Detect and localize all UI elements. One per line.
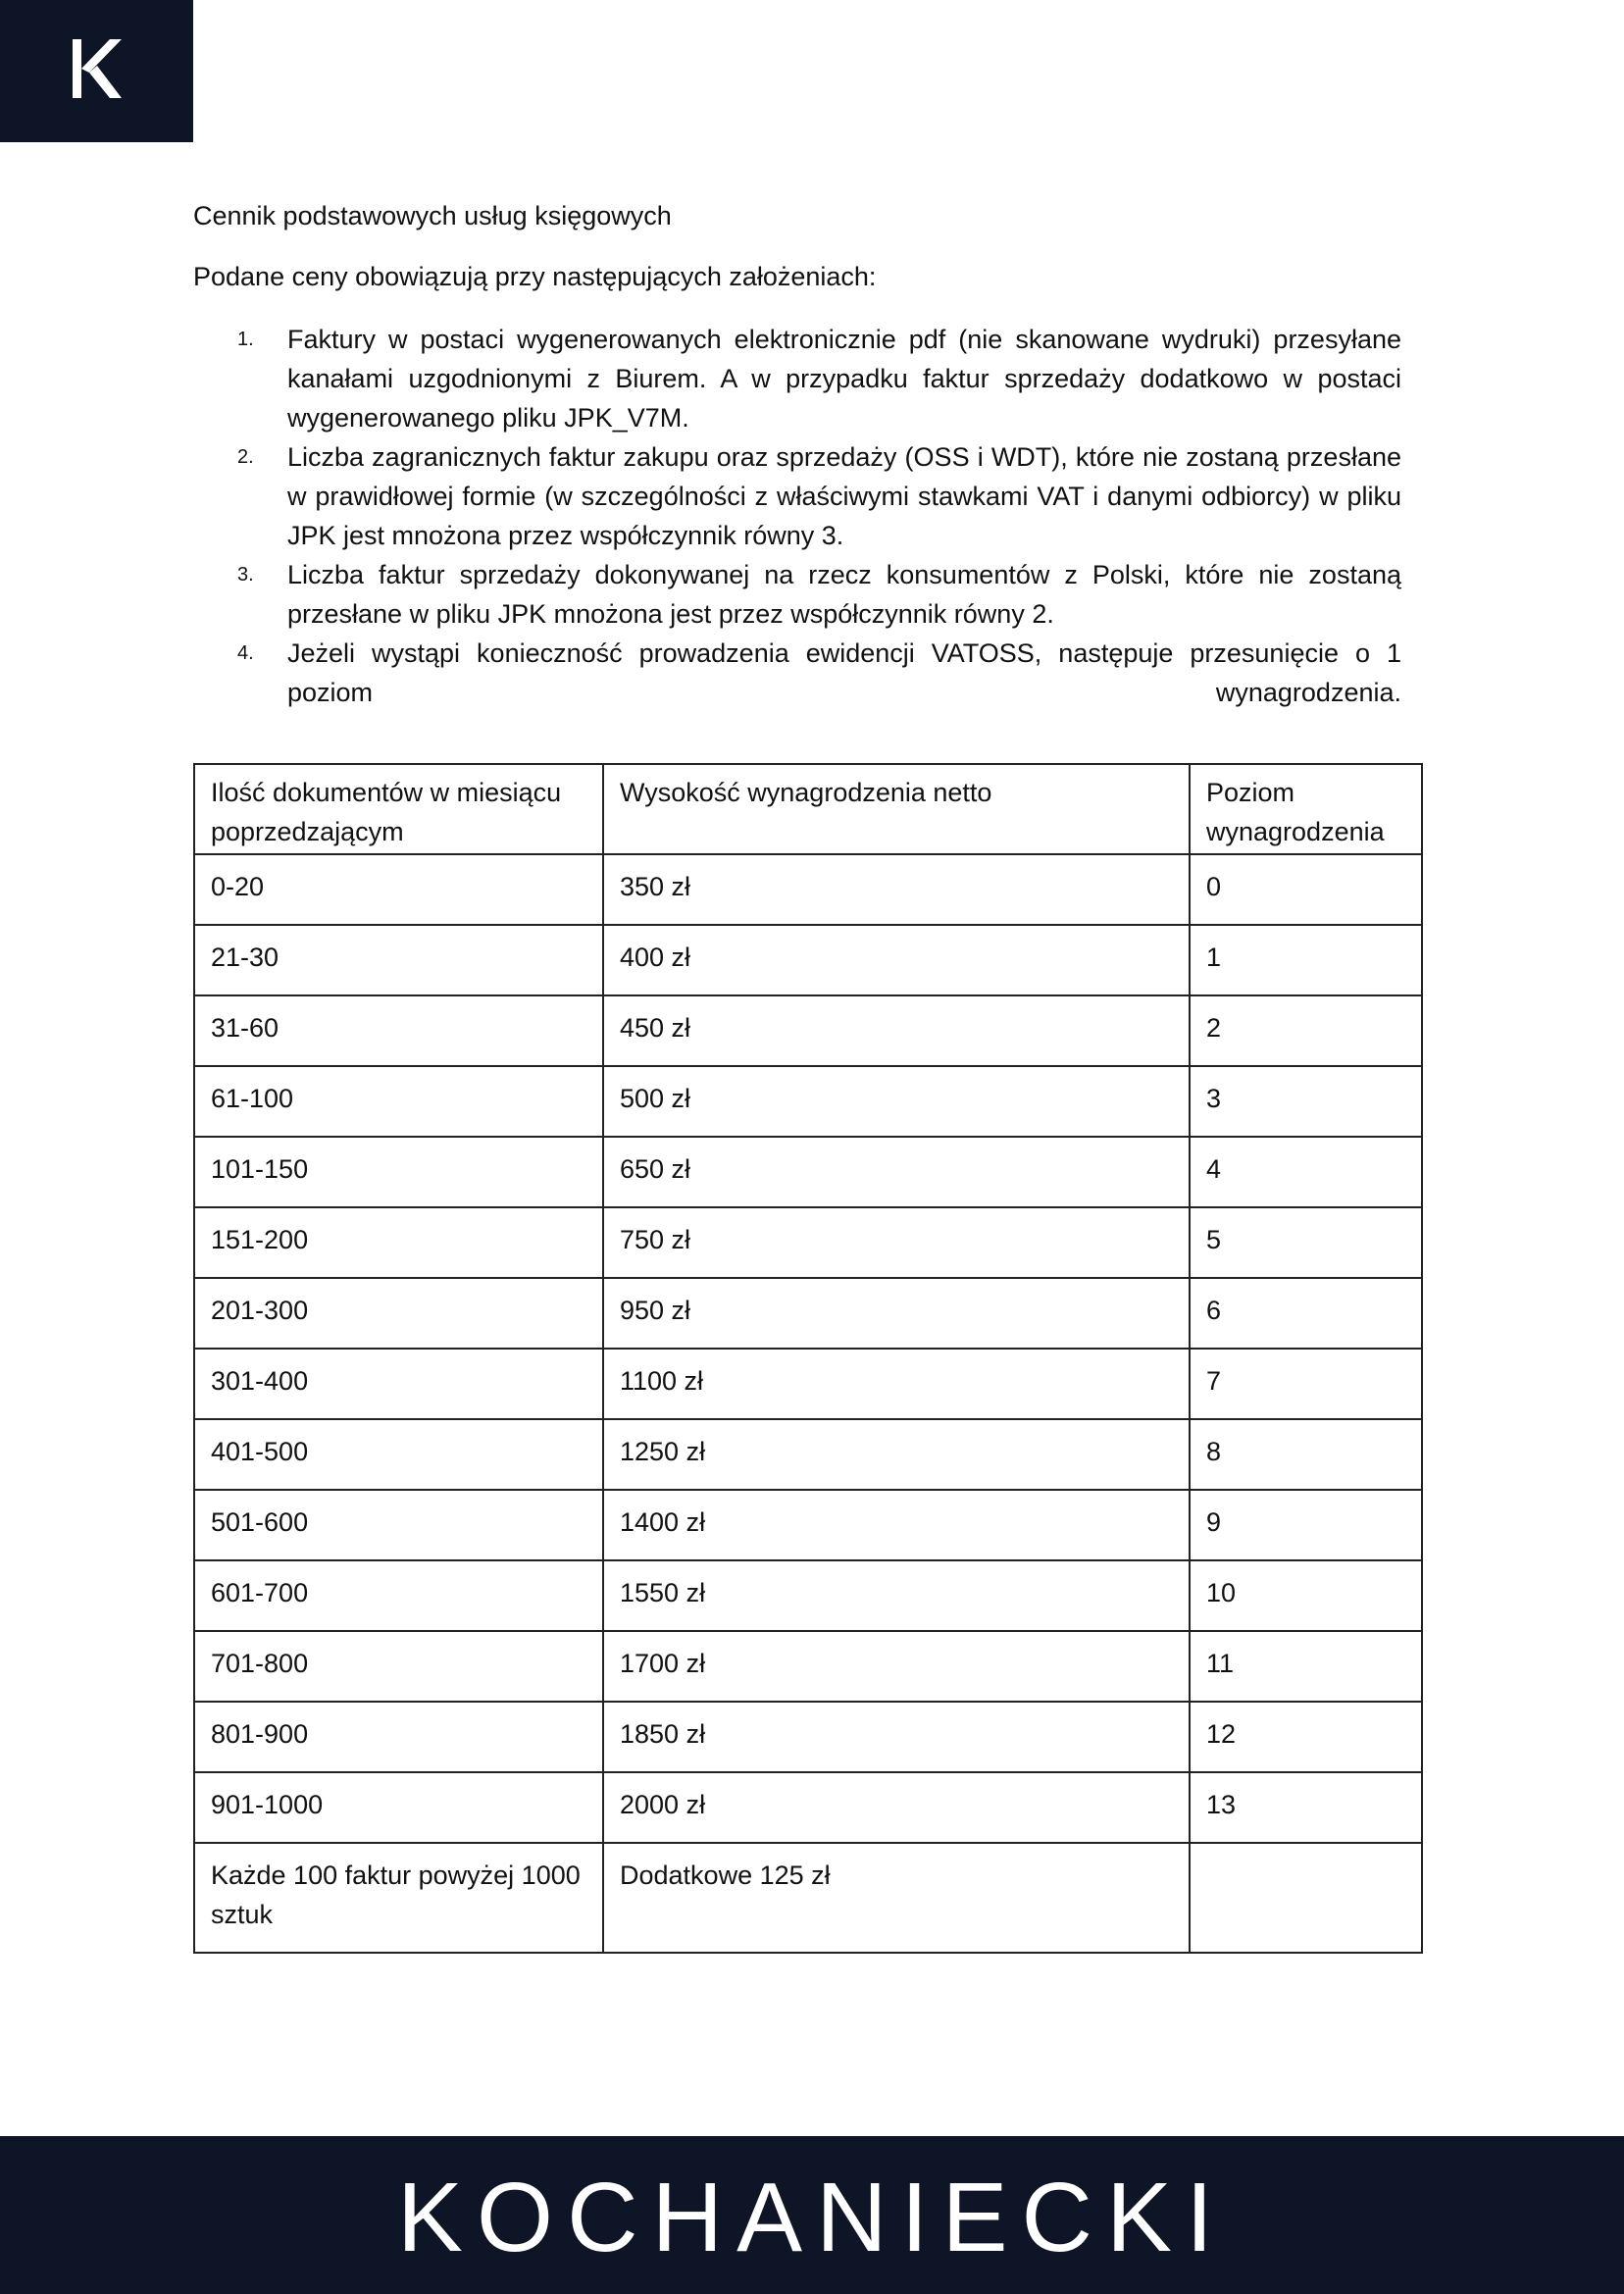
net-fee-cell: 1850 zł — [603, 1702, 1190, 1772]
net-fee-cell: 1250 zł — [603, 1419, 1190, 1490]
document-count-cell: 101-150 — [194, 1137, 603, 1207]
net-fee-cell: Dodatkowe 125 zł — [603, 1843, 1190, 1953]
price-table — [193, 763, 1423, 1954]
condition-item — [193, 437, 1401, 555]
net-fee-cell: 1400 zł — [603, 1490, 1190, 1560]
table-row — [194, 1137, 1422, 1207]
condition-number: 4. — [237, 642, 254, 664]
fee-level-cell: 12 — [1190, 1702, 1422, 1772]
condition-number: 1. — [237, 329, 254, 350]
net-fee-cell: 350 zł — [603, 854, 1190, 925]
table-row — [194, 1490, 1422, 1560]
document-title: Cennik podstawowych usług księgowych — [193, 201, 672, 230]
table-row — [194, 1349, 1422, 1419]
document-count-cell: 151-200 — [194, 1207, 603, 1278]
net-fee-cell: 650 zł — [603, 1137, 1190, 1207]
table-row — [194, 925, 1422, 995]
table-row — [194, 1207, 1422, 1278]
net-fee-cell: 1550 zł — [603, 1560, 1190, 1631]
fee-level-cell — [1190, 1843, 1422, 1953]
document-count-cell: 31-60 — [194, 995, 603, 1066]
document-count-cell: 801-900 — [194, 1702, 603, 1772]
document-count-cell: 601-700 — [194, 1560, 603, 1631]
net-fee-cell: 750 zł — [603, 1207, 1190, 1278]
header-logo — [0, 0, 193, 142]
condition-item — [193, 634, 1401, 712]
net-fee-cell: 1100 zł — [603, 1349, 1190, 1419]
condition-item — [193, 555, 1401, 634]
footer-brand-bar — [0, 2136, 1624, 2294]
net-fee-cell: 450 zł — [603, 995, 1190, 1066]
fee-level-cell: 0 — [1190, 854, 1422, 925]
fee-level-cell: 1 — [1190, 925, 1422, 995]
net-fee-cell: 1700 zł — [603, 1631, 1190, 1702]
condition-text: Liczba zagranicznych faktur zakupu oraz sprzedaży (OSS i WDT), które nie zostaną przesłane w prawidłowej formie (w szczególności z właściwymi stawkami VAT i danymi odbiorcy) w pliku JPK jest mnożona przez współczynnik równy 3. — [287, 442, 1401, 550]
fee-level-cell: 13 — [1190, 1772, 1422, 1843]
condition-text: Liczba faktur sprzedaży dokonywanej na rzecz konsumentów z Polski, które nie zostaną przesłane w pliku JPK mnożona jest przez współczynnik równy 2. — [287, 560, 1401, 629]
header-document-count: Ilość dokumentów w miesiącu poprzedzającym — [194, 764, 603, 854]
document-count-cell: 401-500 — [194, 1419, 603, 1490]
table-row — [194, 1772, 1422, 1843]
table-body — [194, 854, 1422, 1953]
fee-level-cell: 2 — [1190, 995, 1422, 1066]
table-row — [194, 1419, 1422, 1490]
table-row — [194, 854, 1422, 925]
document-count-cell: Każde 100 faktur powyżej 1000 sztuk — [194, 1843, 603, 1953]
table-row — [194, 1066, 1422, 1137]
net-fee-cell: 2000 zł — [603, 1772, 1190, 1843]
net-fee-cell: 400 zł — [603, 925, 1190, 995]
document-body — [193, 196, 1401, 712]
fee-level-cell: 9 — [1190, 1490, 1422, 1560]
table-row — [194, 1702, 1422, 1772]
fee-level-cell: 11 — [1190, 1631, 1422, 1702]
table-header-row — [194, 764, 1422, 854]
document-count-cell: 901-1000 — [194, 1772, 603, 1843]
document-count-cell: 301-400 — [194, 1349, 603, 1419]
document-count-cell: 201-300 — [194, 1278, 603, 1349]
fee-level-cell: 6 — [1190, 1278, 1422, 1349]
document-count-cell: 701-800 — [194, 1631, 603, 1702]
document-count-cell: 501-600 — [194, 1490, 603, 1560]
condition-number: 3. — [237, 564, 254, 586]
k-logo-icon — [73, 39, 124, 98]
table-row — [194, 1631, 1422, 1702]
conditions-list — [193, 320, 1401, 712]
net-fee-cell: 950 zł — [603, 1278, 1190, 1349]
condition-item — [193, 320, 1401, 437]
table-row — [194, 995, 1422, 1066]
kochaniecki-wordmark — [397, 2174, 1227, 2255]
fee-level-cell: 3 — [1190, 1066, 1422, 1137]
net-fee-cell: 500 zł — [603, 1066, 1190, 1137]
header-net-fee: Wysokość wynagrodzenia netto — [603, 764, 1190, 854]
document-count-cell: 61-100 — [194, 1066, 603, 1137]
document-count-cell: 21-30 — [194, 925, 603, 995]
fee-level-cell: 10 — [1190, 1560, 1422, 1631]
table-row — [194, 1560, 1422, 1631]
header-fee-level: Poziom wynagrodzenia — [1190, 764, 1422, 854]
table-row — [194, 1278, 1422, 1349]
fee-level-cell: 7 — [1190, 1349, 1422, 1419]
document-count-cell: 0-20 — [194, 854, 603, 925]
fee-level-cell: 8 — [1190, 1419, 1422, 1490]
svg-text:KOCHANIECKI: KOCHANIECKI — [397, 2174, 1227, 2255]
condition-text: Jeżeli wystąpi konieczność prowadzenia ewidencji VATOSS, następuje przesunięcie o 1 poziom wynagrodzenia. — [287, 638, 1401, 707]
condition-text: Faktury w postaci wygenerowanych elektronicznie pdf (nie skanowane wydruki) przesyłane kanałami uzgodnionymi z Biurem. A w przypadku faktur sprzedaży dodatkowo w postaci wygenerowanego pliku JPK_V7M. — [287, 325, 1401, 433]
condition-number: 2. — [237, 446, 254, 468]
document-intro: Podane ceny obowiązują przy następujących założeniach: — [193, 262, 877, 291]
fee-level-cell: 5 — [1190, 1207, 1422, 1278]
fee-level-cell: 4 — [1190, 1137, 1422, 1207]
table-row — [194, 1843, 1422, 1953]
